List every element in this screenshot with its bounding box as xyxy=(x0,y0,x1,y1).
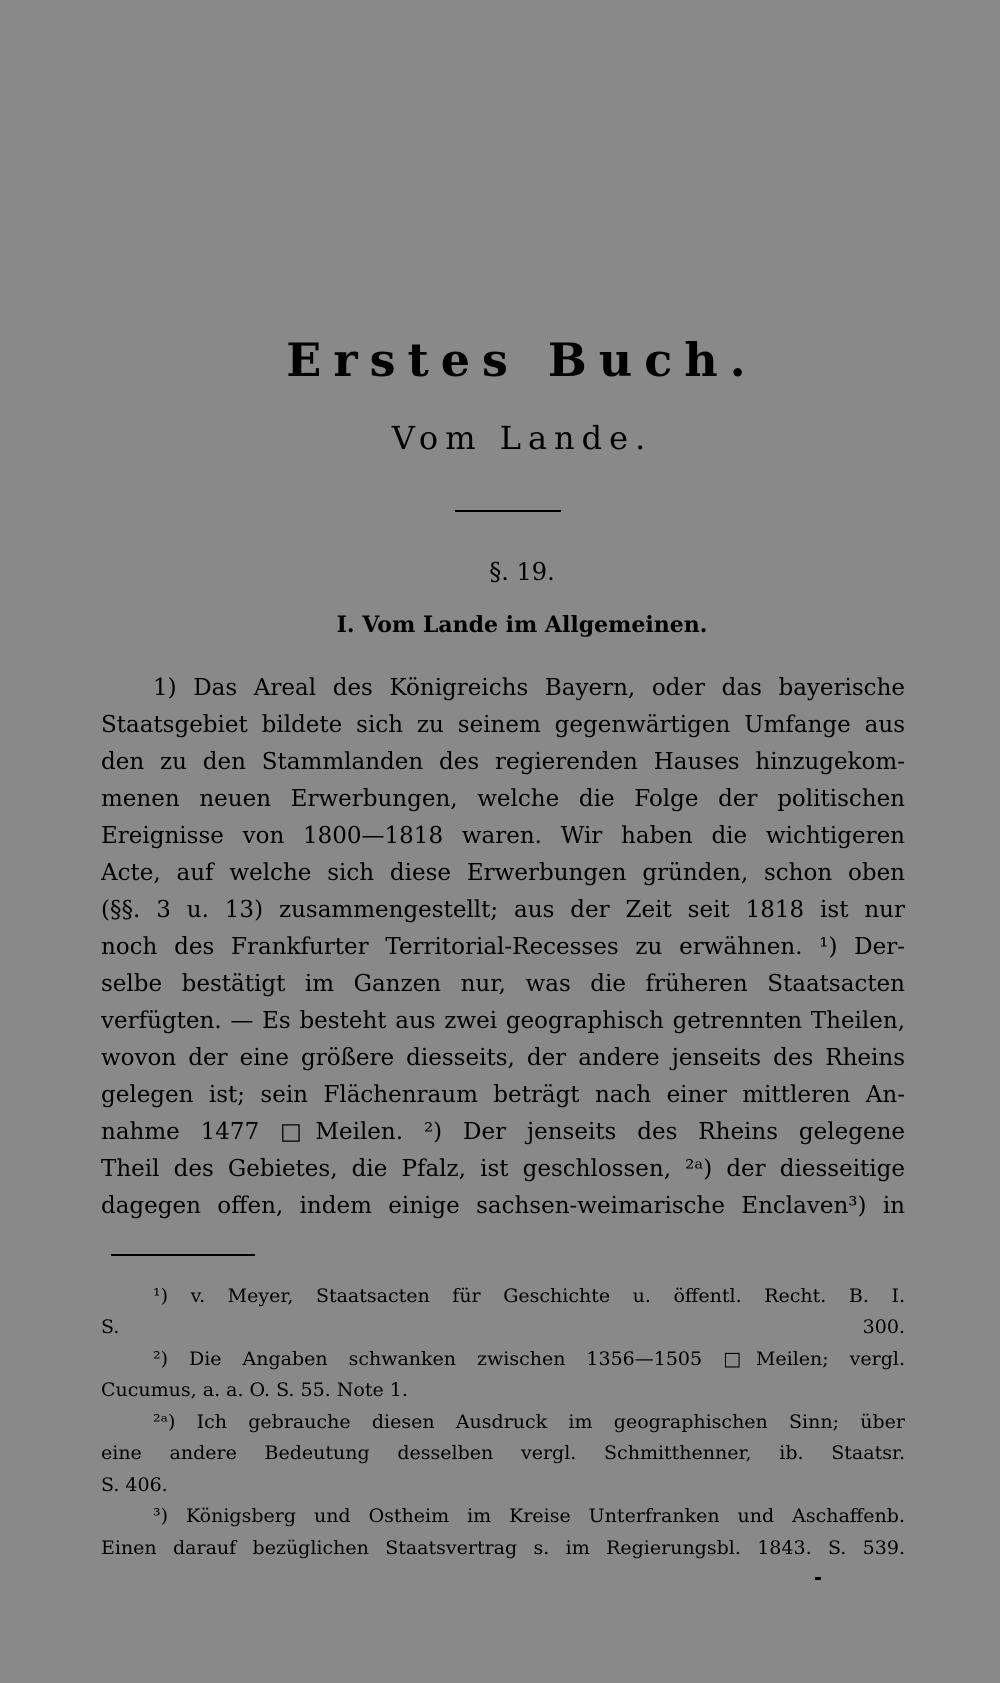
footnote-divider xyxy=(111,1254,255,1256)
footnote-line: ¹) v. Meyer, Staatsacten für Geschichte u. öffentl. Recht. B. I. xyxy=(153,1285,905,1307)
body-line: selbe bestätigt im Ganzen nur, was die früheren Staatsacten xyxy=(101,971,905,997)
body-line: nahme 1477 □Meilen. ²) Der jenseits des Rheins gelegene xyxy=(101,1119,905,1145)
footnote-line: S. 406. xyxy=(101,1474,168,1496)
footnote-line: ²ᵃ) Ich gebrauche diesen Ausdruck im geographischen Sinn; über xyxy=(153,1411,905,1433)
body-line: menen neuen Erwerbungen, welche die Folge der politischen xyxy=(101,786,905,812)
body-line: (§§. 3 u. 13) zusammengestellt; aus der Zeit seit 1818 ist nur xyxy=(101,897,905,923)
body-line: Theil des Gebietes, die Pfalz, ist geschlossen, ²ᵃ) der diesseitige xyxy=(101,1156,905,1182)
footnote-line: Einen darauf bezüglichen Staatsvertrag s. im Regierungsbl. 1843. S. 539. xyxy=(101,1537,905,1559)
body-line: gelegen ist; sein Flächenraum beträgt nach einer mittleren An- xyxy=(101,1082,905,1108)
footnote-line: S. 300. xyxy=(101,1316,905,1338)
body-line: Ereignisse von 1800—1818 waren. Wir haben die wichtigeren xyxy=(101,823,905,849)
body-line: Acte, auf welche sich diese Erwerbungen gründen, schon oben xyxy=(101,860,905,886)
body-line: 1) Das Areal des Königreichs Bayern, oder das bayerische xyxy=(153,675,905,701)
body-line: verfügten. — Es besteht aus zwei geographisch getrennten Theilen, xyxy=(101,1008,905,1034)
footnote-line: eine andere Bedeutung desselben vergl. Schmitthenner, ib. Staatsr. xyxy=(101,1442,905,1464)
body-line: den zu den Stammlanden des regierenden Hauses hinzugekom- xyxy=(101,749,905,775)
book-subtitle: Vom Lande. xyxy=(391,419,653,457)
footnote-line: ²) Die Angaben schwanken zwischen 1356—1505 □Meilen; vergl. xyxy=(153,1348,905,1370)
title-divider xyxy=(455,510,561,512)
body-line: Staatsgebiet bildete sich zu seinem gegenwärtigen Umfange aus xyxy=(101,712,905,738)
body-line: wovon der eine größere diesseits, der andere jenseits des Rheins xyxy=(101,1045,905,1071)
body-line: noch des Frankfurter Territorial-Recesses zu erwähnen. ¹) Der- xyxy=(101,934,905,960)
body-line: dagegen offen, indem einige sachsen-weimarische Enclaven³) in xyxy=(101,1193,905,1219)
ink-speck xyxy=(815,1577,821,1580)
book-title: Erstes Buch. xyxy=(286,333,758,387)
footnote-line: ³) Königsberg und Ostheim im Kreise Unterfranken und Aschaffenb. xyxy=(153,1505,905,1527)
section-number: §. 19. xyxy=(489,558,555,586)
section-heading: I. Vom Lande im Allgemeinen. xyxy=(336,612,708,638)
footnote-line: Cucumus, a. a. O. S. 55. Note 1. xyxy=(101,1379,408,1401)
